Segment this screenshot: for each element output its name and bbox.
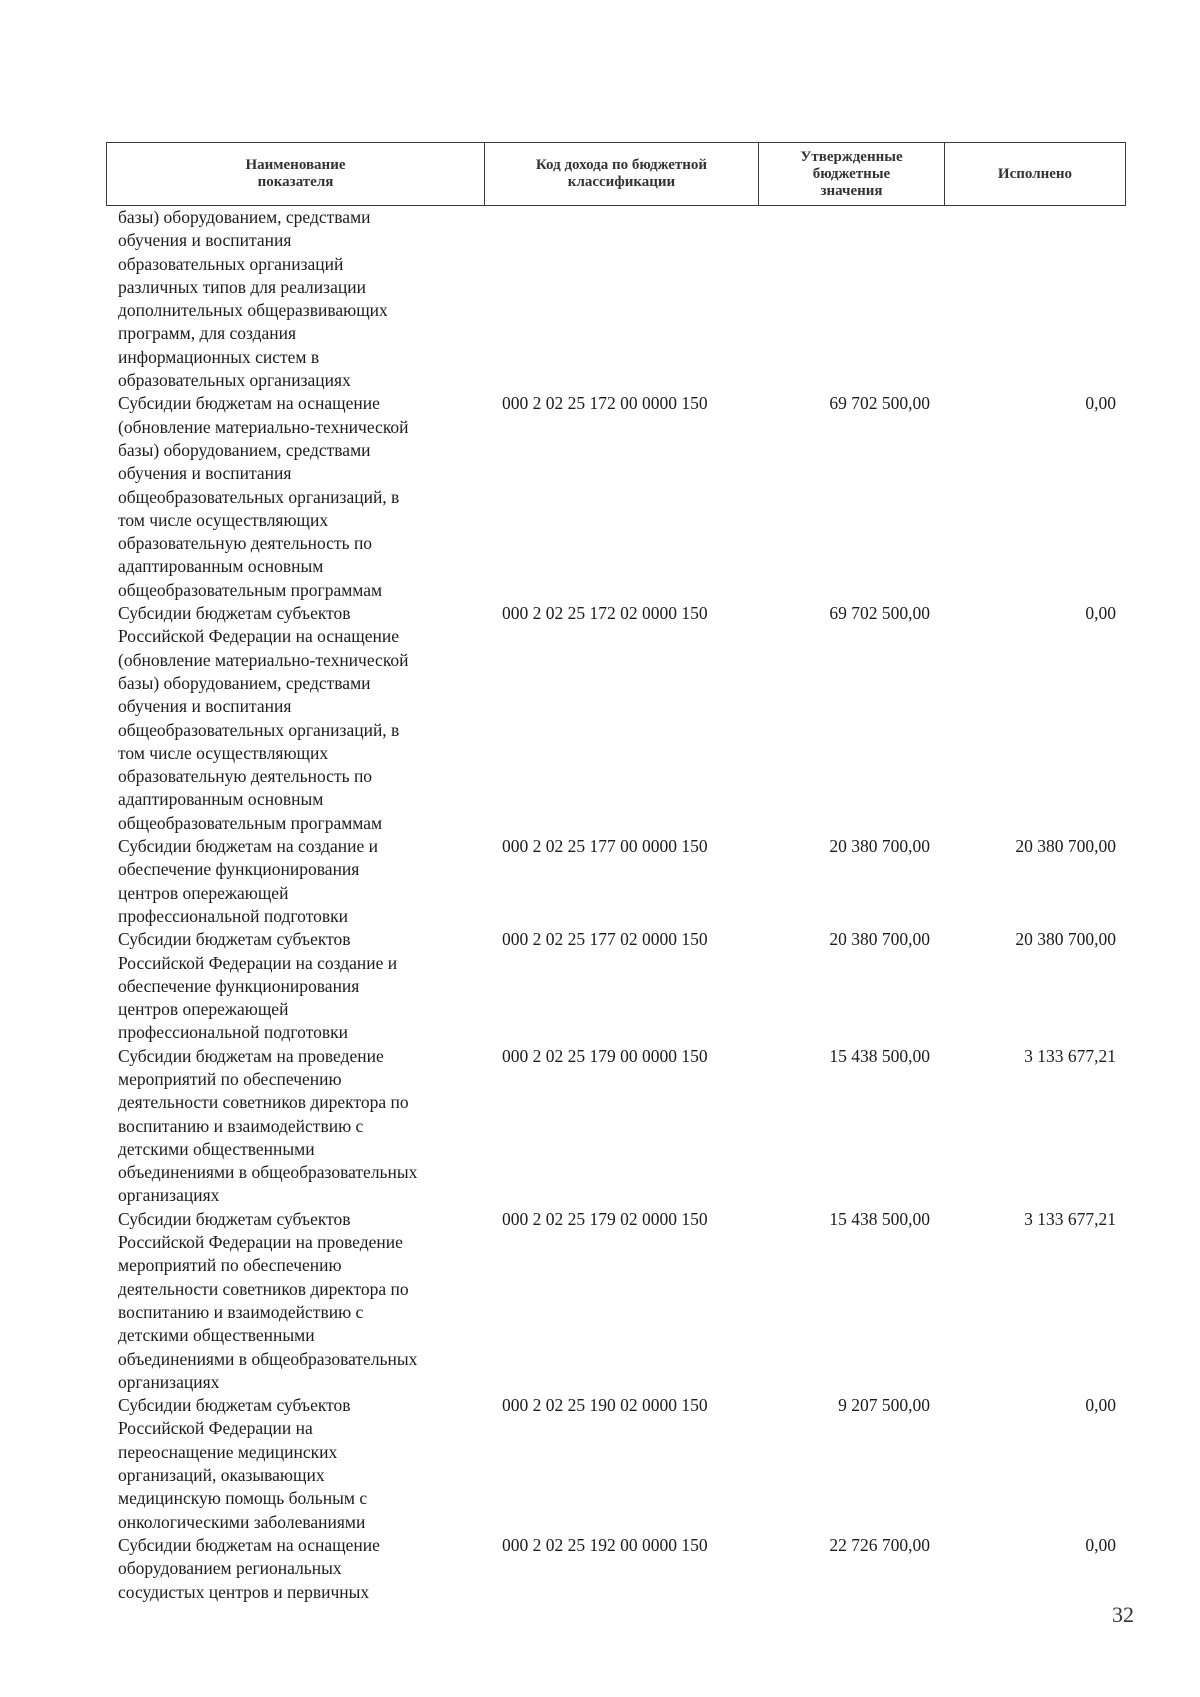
row-name: Субсидии бюджетам субъектов Российской Федерации на проведение мероприятий по обеспечению деятельности советников директора по воспитанию и взаимодействию с детскими общественными объединениями в общеобразовательных организациях	[118, 1208, 418, 1392]
table-row	[0, 835, 1200, 928]
row-plan: 22 726 700,00	[829, 1534, 930, 1555]
header-plan: Утвержденные бюджетные значения	[759, 143, 945, 205]
row-code: 000 2 02 25 177 02 0000 150	[502, 929, 708, 950]
row-done: 0,00	[1085, 1534, 1116, 1555]
row-name: Субсидии бюджетам субъектов Российской Федерации на переоснащение медицинских организаций, оказывающих медицинскую помощь больным с онкологическими заболеваниями	[118, 1395, 368, 1532]
row-code: 000 2 02 25 172 00 0000 150	[502, 393, 708, 414]
row-plan: 9 207 500,00	[838, 1395, 930, 1416]
row-plan: 20 380 700,00	[829, 929, 930, 950]
header-name: Наименование показателя	[107, 143, 485, 205]
row-done: 20 380 700,00	[1015, 836, 1116, 857]
table-row	[0, 928, 1200, 1044]
table-header	[106, 142, 1126, 206]
row-name: Субсидии бюджетам на создание и обеспечение функционирования центров опережающей профессиональной подготовки	[118, 836, 379, 926]
table-row	[0, 206, 1200, 392]
row-done: 3 133 677,21	[1024, 1045, 1116, 1066]
row-code: 000 2 02 25 190 02 0000 150	[502, 1395, 708, 1416]
row-code: 000 2 02 25 179 02 0000 150	[502, 1208, 708, 1229]
table-row	[0, 1534, 1200, 1604]
row-code: 000 2 02 25 179 00 0000 150	[502, 1045, 708, 1066]
table-row	[0, 602, 1200, 835]
row-done: 0,00	[1085, 1395, 1116, 1416]
row-plan: 20 380 700,00	[829, 836, 930, 857]
row-plan: 69 702 500,00	[829, 393, 930, 414]
row-code: 000 2 02 25 192 00 0000 150	[502, 1534, 708, 1555]
row-name: Субсидии бюджетам на проведение мероприятий по обеспечению деятельности советников директора по воспитанию и взаимодействию с детскими общественными объединениями в общеобразовательных организациях	[118, 1045, 418, 1206]
row-name: базы) оборудованием, средствами обучения и воспитания образовательных организаций различных типов для реализации дополнительных общеразвивающих программ, для создания информационных систем в образовательных организациях	[118, 207, 388, 391]
row-name: Субсидии бюджетам субъектов Российской Федерации на создание и обеспечение функционирования центров опережающей профессиональной подготовки	[118, 929, 398, 1043]
table-row	[0, 1045, 1200, 1208]
table-row	[0, 1208, 1200, 1394]
header-done: Исполнено	[997, 165, 1073, 182]
page-number: 32	[1112, 1602, 1134, 1627]
row-plan: 15 438 500,00	[829, 1045, 930, 1066]
row-done: 0,00	[1085, 393, 1116, 414]
row-done: 3 133 677,21	[1024, 1208, 1116, 1229]
row-plan: 15 438 500,00	[829, 1208, 930, 1229]
row-done: 0,00	[1085, 603, 1116, 624]
row-name: Субсидии бюджетам на оснащение (обновление материально-технической базы) оборудованием, средствами обучения и воспитания общеобразовательных организаций, в том числе осуществляющих образовательную деятельность по адаптированным основным общеобразовательным программам	[118, 393, 409, 600]
header-code: Код дохода по бюджетной классификации	[485, 143, 759, 205]
row-done: 20 380 700,00	[1015, 929, 1116, 950]
table-row	[0, 1394, 1200, 1534]
row-name: Субсидии бюджетам субъектов Российской Федерации на оснащение (обновление материально-технической базы) оборудованием, средствами обучения и воспитания общеобразовательных организаций, в том числе осуществляющих образовательную деятельность по адаптированным основным общеобразовательным программам	[118, 603, 409, 833]
row-code: 000 2 02 25 172 02 0000 150	[502, 603, 708, 624]
row-plan: 69 702 500,00	[829, 603, 930, 624]
row-code: 000 2 02 25 177 00 0000 150	[502, 836, 708, 857]
row-name: Субсидии бюджетам на оснащение оборудованием региональных сосудистых центров и первичных	[118, 1534, 380, 1602]
table-row	[0, 392, 1200, 602]
table-body	[0, 206, 1200, 1604]
